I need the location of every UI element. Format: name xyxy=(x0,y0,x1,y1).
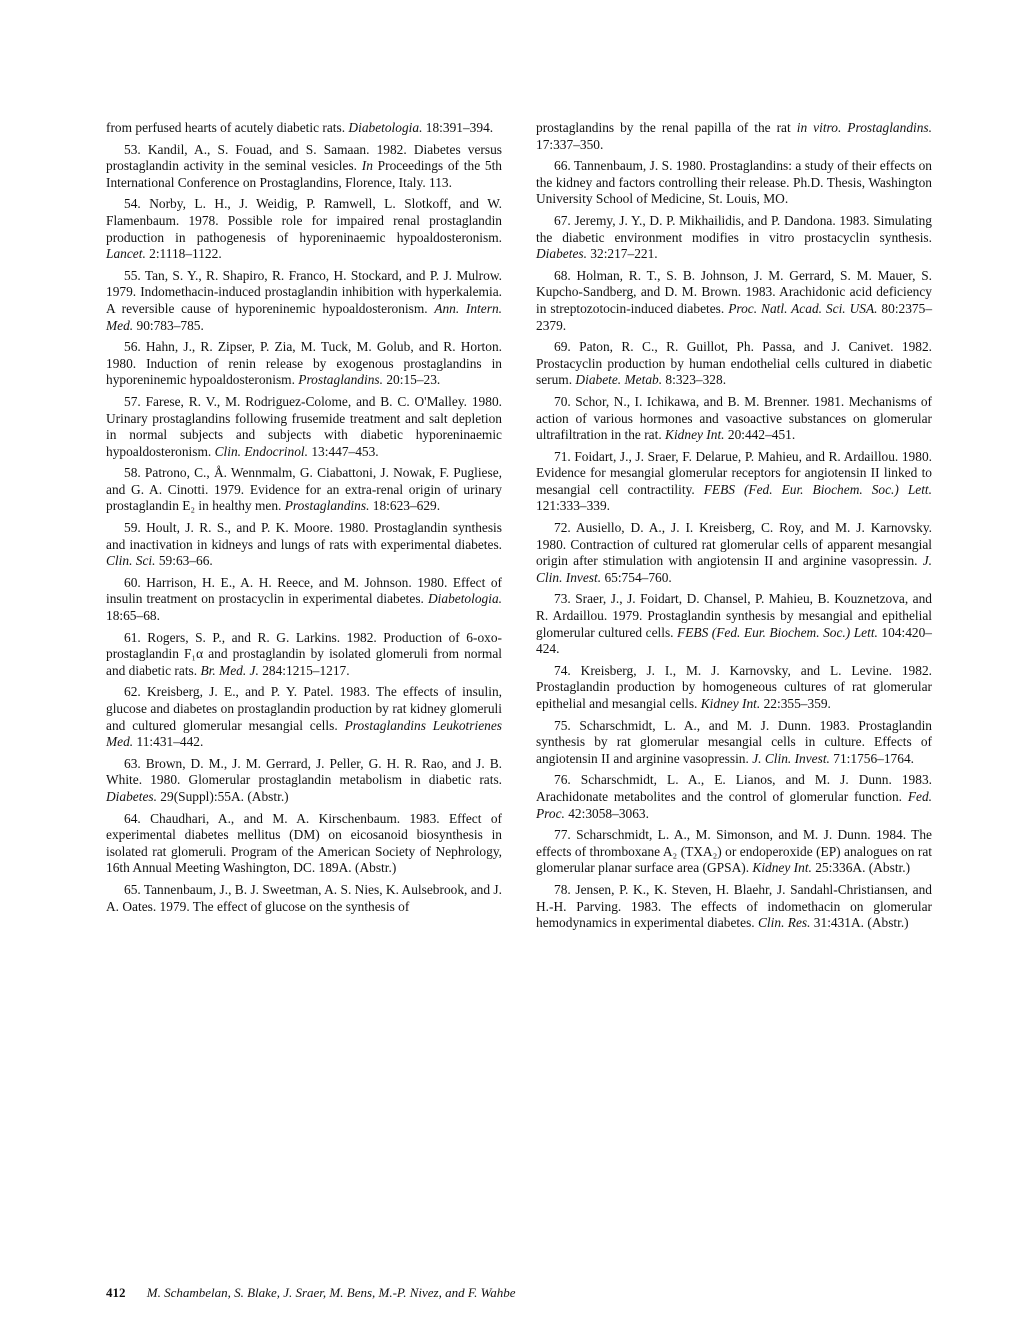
reference-citation: 13:447–453. xyxy=(307,443,379,459)
reference-text: 63. Brown, D. M., J. M. Gerrard, J. Peller, G. H. R. Rao, and J. B. White. 1980. Glomerular prostaglandin metabolism in diabetic rats. xyxy=(106,755,502,788)
reference-journal: Proc. Natl. Acad. Sci. USA. xyxy=(728,300,878,316)
ref-57 xyxy=(106,394,502,460)
ref-61 xyxy=(106,630,502,680)
reference-text: 66. Tannenbaum, J. S. 1980. Prostaglandins: a study of their effects on the kidney and factors controlling their release. Ph.D. Thesis, Washington University School of Medicine, St. Louis, MO. xyxy=(536,158,932,207)
reference-journal: Prostaglandins Leukotrienes Med. xyxy=(106,717,502,750)
ref-76 xyxy=(536,772,932,822)
reference-journal: Diabetologia. xyxy=(348,120,423,135)
reference-journal: In xyxy=(361,158,373,174)
reference-journal: FEBS (Fed. Eur. Biochem. Soc.) Lett. xyxy=(703,481,932,497)
ref-59 xyxy=(106,520,502,570)
reference-journal: Lancet. xyxy=(106,246,146,262)
ref-56 xyxy=(106,339,502,389)
reference-citation: 90:783–785. xyxy=(133,317,204,333)
ref-69 xyxy=(536,339,932,389)
ref-68 xyxy=(536,268,932,334)
ref-53 xyxy=(106,142,502,192)
ref-77 xyxy=(536,827,932,877)
reference-text: 54. Norby, L. H., J. Weidig, P. Ramwell, L. Slotkoff, and W. Flamenbaum. 1978. Possible role for impaired renal prostaglandin production in pathogenesis of hyporeninaemic hypoaldosteronism. xyxy=(106,196,502,245)
reference-text: 61. Rogers, S. P., and R. G. Larkins. 1982. Production of 6-oxo-prostaglandin F₁α and prostaglandin by isolated glomeruli from normal and diabetic rats. xyxy=(106,629,502,678)
ref-64 xyxy=(106,811,502,877)
ref-75 xyxy=(536,718,932,768)
reference-citation: 284:1215–1217. xyxy=(258,662,350,678)
ref-65 xyxy=(106,882,502,915)
reference-citation: 29(Suppl):55A. (Abstr.) xyxy=(156,788,289,804)
reference-journal: Kidney Int. xyxy=(700,696,761,711)
reference-journal: Ann. Intern. Med. xyxy=(106,300,502,333)
reference-journal: Br. Med. J. xyxy=(200,662,259,678)
reference-text: 73. Sraer, J., J. Foidart, D. Chansel, P. Mahieu, B. Kouznetzova, and R. Ardaillou. 1979. Prostaglandin synthesis by mesangial and epithelial glomerular cultured cells. xyxy=(536,591,932,640)
reference-journal: J. Clin. Invest. xyxy=(536,553,932,585)
ref-66 xyxy=(536,158,932,208)
reference-citation: 65:754–760. xyxy=(601,569,672,585)
reference-citation: 121:333–339. xyxy=(536,498,611,514)
ref-58 xyxy=(106,465,502,515)
reference-text: 71. Foidart, J., J. Sraer, F. Delarue, P. Mahieu, and R. Ardaillou. 1980. Evidence for mesangial glomerular receptors for angiotensin II linked to mesangial cell contractility. xyxy=(536,448,932,497)
ref-71 xyxy=(536,449,932,515)
ref-60 xyxy=(106,575,502,625)
reference-text: 55. Tan, S. Y., R. Shapiro, R. Franco, H. Stockard, and P. J. Mulrow. 1979. Indomethacin-induced prostaglandin inhibition with hyperkalemia. A reversible cause of hyporeninemic hypoaldosteronism. xyxy=(106,267,502,316)
reference-journal: Clin. Sci. xyxy=(106,553,156,569)
reference-citation: Proceedings of the 5th International Conference on Prostaglandins, Florence, Italy. 113. xyxy=(106,158,503,190)
reference-text: 67. Jeremy, J. Y., D. P. Mikhailidis, and P. Dandona. 1983. Simulating the diabetic environment modifies in vitro prostacyclin synthesis. xyxy=(536,212,932,245)
page-number: 412 xyxy=(106,1285,126,1300)
reference-citation: 18:623–629. xyxy=(369,498,441,514)
reference-citation: 25:336A. (Abstr.) xyxy=(811,860,911,876)
reference-text: 56. Hahn, J., R. Zipser, P. Zia, M. Tuck, M. Golub, and R. Horton. 1980. Induction of renin release by exogenous prostaglandins in hyporeninemic hypoaldosteronism. xyxy=(106,339,502,388)
reference-text: 72. Ausiello, D. A., J. I. Kreisberg, C. Roy, and M. J. Karnovsky. 1980. Contraction of cultured rat glomerular cells of apparent mesangial origin after stimulation with angiotensin II and arginine vasopressin. xyxy=(536,520,932,569)
reference-citation: 32:217–221. xyxy=(586,246,658,262)
reference-journal: Fed. Proc. xyxy=(536,788,932,821)
references-right-column xyxy=(536,120,932,937)
reference-text: 78. Jensen, P. K., K. Steven, H. Blaehr, J. Sandahl-Christiansen, and H.-H. Parving. 1983. The effects of indomethacin on glomerular hemodynamics in experimental diabetes. xyxy=(536,881,932,931)
ref-74 xyxy=(536,663,932,713)
reference-text: 64. Chaudhari, A., and M. A. Kirschenbaum. 1983. Effect of experimental diabetes mellitus (DM) on eicosanoid biosynthesis in isolated rat glomeruli. Program of the American Society of Nephrology, 16th Annual Meeting Washington, DC. 189A. (Abstr.) xyxy=(106,810,502,876)
reference-citation: 2:1118–1122. xyxy=(145,246,222,262)
reference-citation: 18:65–68. xyxy=(106,608,160,624)
ref-72 xyxy=(536,520,932,586)
reference-journal: in vitro. Prostaglandins. xyxy=(796,120,932,135)
reference-text: 53. Kandil, A., S. Fouad, and S. Samaan. 1982. Diabetes versus prostaglandin activity in the seminal vesicles. xyxy=(106,141,502,174)
reference-text: 69. Paton, R. C., R. Guillot, Ph. Passa, and J. Canivet. 1982. Prostacyclin production by human endothelial cells cultured in diabetic serum. xyxy=(536,339,932,388)
running-authors: M. Schambelan, S. Blake, J. Sraer, M. Bens, M.-P. Nivez, and F. Wahbe xyxy=(146,1285,516,1300)
reference-citation: 20:442–451. xyxy=(724,427,796,443)
reference-text: 58. Patrono, C., Å. Wennmalm, G. Ciabattoni, J. Nowak, F. Pugliese, and G. A. Cinotti. 1979. Evidence for an extra-renal origin of urinary prostaglandin E₂ in healthy men. xyxy=(106,465,502,514)
reference-journal: Kidney Int. xyxy=(665,427,725,443)
ref-67 xyxy=(536,213,932,263)
reference-citation: 8:323–328. xyxy=(662,372,727,388)
reference-text: prostaglandins by the renal papilla of the rat xyxy=(536,120,797,135)
reference-text: 65. Tannenbaum, J., B. J. Sweetman, A. S. Nies, K. Aulsebrook, and J. A. Oates. 1979. The effect of glucose on the synthesis of xyxy=(106,881,502,914)
ref-55 xyxy=(106,268,502,334)
reference-text: 62. Kreisberg, J. E., and P. Y. Patel. 1983. The effects of insulin, glucose and diabetes on prostaglandin production by rat kidney glomeruli and cultured glomerular mesangial cells. xyxy=(106,684,502,733)
reference-text: 76. Scharschmidt, L. A., E. Lianos, and M. J. Dunn. 1983. Arachidonate metabolites and the control of glomerular function. xyxy=(536,772,932,804)
reference-text: from perfused hearts of acutely diabetic rats. xyxy=(106,120,349,135)
reference-text: 57. Farese, R. V., M. Rodriguez-Colome, and B. C. O'Malley. 1980. Urinary prostaglandins following frusemide treatment and salt depletion in normal subjects and subjects with diabetic hyporeninaemic hypoaldosteronism. xyxy=(106,393,502,459)
ref-73 xyxy=(536,591,932,657)
reference-text: 60. Harrison, H. E., A. H. Reece, and M. Johnson. 1980. Effect of insulin treatment on prostacyclin in experimental diabetes. xyxy=(106,574,502,607)
reference-text: 68. Holman, R. T., S. B. Johnson, J. M. Gerrard, S. M. Mauer, S. Kupcho-Sandberg, and D. M. Brown. 1983. Arachidonic acid deficiency in streptozotocin-induced diabetes. xyxy=(536,267,932,316)
ref-62 xyxy=(106,684,502,750)
reference-citation: 17:337–350. xyxy=(536,136,604,152)
reference-text: 77. Scharschmidt, L. A., M. Simonson, and M. J. Dunn. 1984. The effects of thromboxane A₂ (TXA₂) or endoperoxide (EP) analogues on rat glomerular planar surface area (GPSA). xyxy=(536,827,932,876)
ref-52-cont xyxy=(106,120,502,137)
reference-text: 74. Kreisberg, J. I., M. J. Karnovsky, and L. Levine. 1982. Prostaglandin production by homogeneous cultures of rat glomerular epithelial and mesangial cells. xyxy=(536,662,932,711)
reference-text: 59. Hoult, J. R. S., and P. K. Moore. 1980. Prostaglandin synthesis and inactivation in kidneys and lungs of rats with experimental diabetes. xyxy=(106,520,502,552)
reference-text: 75. Scharschmidt, L. A., and M. J. Dunn. 1983. Prostaglandin synthesis by rat glomerular mesangial cells in culture. Effects of angiotensin II and arginine vasopressin. xyxy=(536,717,932,766)
reference-citation: 59:63–66. xyxy=(155,553,213,569)
reference-journal: Kidney Int. xyxy=(752,860,812,876)
reference-citation: 18:391–394. xyxy=(422,120,494,135)
ref-63 xyxy=(106,756,502,806)
reference-journal: Clin. Endocrinol. xyxy=(214,443,308,459)
reference-citation: 80:2375–2379. xyxy=(536,300,933,333)
reference-citation: 71:1756–1764. xyxy=(829,750,914,766)
reference-journal: Diabetes. xyxy=(536,246,587,262)
reference-journal: Diabetes. xyxy=(106,788,157,804)
ref-78 xyxy=(536,882,932,932)
page-footer xyxy=(106,1285,516,1301)
reference-journal: J. Clin. Invest. xyxy=(752,750,830,766)
ref-54 xyxy=(106,196,502,262)
ref-70 xyxy=(536,394,932,444)
reference-journal: Prostaglandins. xyxy=(298,372,383,388)
reference-journal: Diabete. Metab. xyxy=(575,372,663,388)
reference-citation: 104:420–424. xyxy=(536,624,932,657)
reference-text: 70. Schor, N., I. Ichikawa, and B. M. Brenner. 1981. Mechanisms of action of various hormones and vasoactive substances on glomerular ultrafiltration in the rat. xyxy=(536,393,932,443)
ref-65-cont xyxy=(536,120,932,153)
reference-journal: Diabetologia. xyxy=(427,591,502,607)
reference-journal: FEBS (Fed. Eur. Biochem. Soc.) Lett. xyxy=(677,624,878,640)
reference-journal: Prostaglandins. xyxy=(284,498,370,514)
reference-citation: 20:15–23. xyxy=(382,372,441,388)
reference-citation: 11:431–442. xyxy=(133,734,204,750)
reference-journal: Clin. Res. xyxy=(758,915,811,931)
reference-citation: 22:355–359. xyxy=(760,696,831,711)
reference-citation: 42:3058–3063. xyxy=(564,805,649,821)
references-left-column xyxy=(106,120,502,920)
reference-citation: 31:431A. (Abstr.) xyxy=(810,915,909,931)
